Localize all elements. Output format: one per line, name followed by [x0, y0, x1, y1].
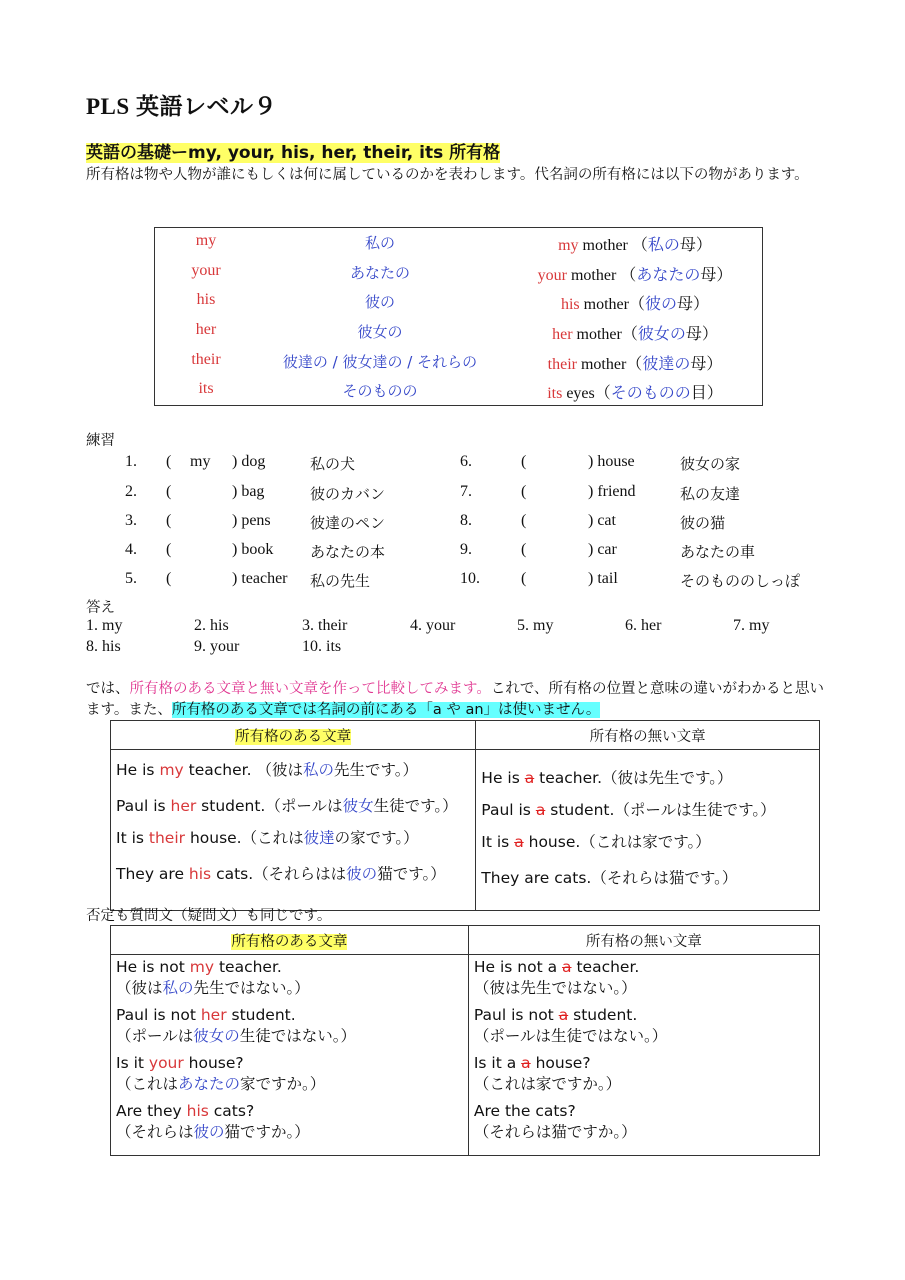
header-without-possessive: 所有格の無い文章: [476, 721, 820, 750]
sentence-part: He is not a: [473, 958, 563, 976]
sentence-part: student.: [226, 1006, 296, 1024]
sentence-part: 生徒です。）: [373, 797, 458, 815]
open-paren: (: [166, 570, 172, 587]
negation-note: 否定も質問文（疑問文）も同じです。: [86, 908, 332, 924]
example-jp: 彼達の: [642, 354, 691, 373]
answer-item: 3. their: [302, 617, 348, 634]
sentence-part: Paul is: [116, 797, 171, 815]
sentence-part: house.（これは家です。）: [523, 833, 711, 851]
possessive-example: [515, 351, 755, 374]
translation: [116, 1120, 463, 1142]
possessive-meaning: 彼達の / 彼女達の / それらの: [282, 353, 478, 371]
possessive-word: her: [200, 1006, 227, 1024]
comparison-intro: では、所有格のある文章と無い文章を作って比較してみます。これで、所有格の位置と意味の違いがわかると思います。また、所有格のある文章では名詞の前にある「a や an」は使いません。: [86, 681, 825, 718]
example-word: my: [558, 237, 579, 254]
possessive-word: my: [189, 958, 215, 976]
possessive-meaning: 私の: [364, 234, 395, 252]
section-heading: 英語の基礎ーmy, your, his, her, their, its 所有格: [86, 143, 501, 163]
example-sentence: [116, 794, 470, 816]
exercise-number: 3.: [125, 512, 137, 529]
sentence-part: teacher.（彼は先生です。）: [534, 769, 733, 787]
example-sentence: [116, 758, 470, 780]
example-noun: mother（: [576, 356, 643, 373]
example-sentence: [116, 1102, 463, 1120]
example-end: 母）: [677, 294, 710, 313]
possessive-word: their: [148, 829, 186, 847]
example-sentence: [474, 958, 814, 976]
sentence-part: （ポールは: [116, 1027, 194, 1045]
close-paren-noun: ) cat: [588, 512, 616, 529]
possessive-word: his: [186, 1102, 209, 1120]
possessive-pronoun: my: [195, 232, 217, 249]
possessive-row: [155, 232, 762, 262]
sentence-part: teacher.: [214, 958, 282, 976]
example-noun: mother（: [579, 296, 645, 313]
close-paren-noun: ) teacher: [232, 570, 288, 587]
sentence-part: Is it a: [473, 1054, 522, 1072]
example-noun: mother（: [572, 326, 638, 343]
sentence-part: He is: [481, 769, 525, 787]
example-sentence: [474, 1006, 814, 1024]
open-paren: (: [166, 541, 172, 558]
answer-item: 4. your: [410, 617, 456, 634]
close-paren-noun: ) car: [588, 541, 617, 558]
possessive-example: [515, 232, 755, 255]
example-end: 目）: [690, 383, 723, 402]
sentence-part: Are the cats?: [473, 1102, 576, 1120]
answer-label: 答え: [86, 600, 115, 616]
answer-item: 9. your: [194, 638, 240, 655]
sentence-part: They are cats.（それらは猫です。）: [481, 869, 738, 887]
possessive-jp: 彼女の: [193, 1027, 240, 1045]
sentence-part: Paul is not: [473, 1006, 559, 1024]
open-paren: (: [166, 512, 172, 529]
sentence-part: He is: [116, 761, 160, 779]
sentence-part: （彼は: [116, 979, 163, 997]
comparison-table: [110, 720, 820, 911]
possessive-jp: あなたの: [178, 1075, 241, 1093]
example-noun: eyes（: [562, 385, 611, 402]
possessive-example: [515, 380, 755, 403]
sentence-part: 先生ではない。）: [193, 979, 310, 997]
possessive-row: [155, 291, 762, 321]
close-paren-noun: ) friend: [588, 483, 636, 500]
translation: [116, 976, 463, 998]
example-sentence: [481, 866, 814, 888]
example-word: his: [560, 296, 580, 313]
example-word: your: [537, 267, 567, 284]
exercise-number: 10.: [460, 570, 480, 587]
example-word: its: [547, 385, 563, 402]
header-without-possessive: 所有格の無い文章: [468, 926, 819, 955]
sentence-part: cats.（それらはは: [211, 865, 347, 883]
intro-paragraph: 所有格は物や人物が誰にもしくは何に属しているのかを表わします。代名詞の所有格には以下の物があります。: [86, 167, 809, 183]
exercise-number: 6.: [460, 453, 472, 470]
example-sentence: [474, 1102, 814, 1120]
example-word: her: [552, 326, 573, 343]
exercise-jp: そのもののしっぽ: [680, 572, 801, 590]
header-with-possessive: 所有格のある文章: [111, 721, 476, 750]
exercise-jp: 彼女の家: [680, 455, 741, 473]
struck-article: a: [535, 801, 546, 819]
struck-article: a: [562, 958, 572, 976]
open-paren: (: [521, 512, 527, 529]
example-sentence: [481, 798, 814, 820]
answer-item: 5. my: [517, 617, 554, 634]
translation: （これは家ですか。）: [473, 1075, 622, 1093]
sentence-part: 猫ですか。）: [224, 1123, 310, 1141]
open-paren: (: [521, 453, 527, 470]
possessive-jp: 彼の: [346, 865, 378, 883]
sentence-part: 家ですか。）: [240, 1075, 326, 1093]
example-end: 母）: [690, 354, 723, 373]
sentence-part: It is: [116, 829, 149, 847]
open-paren: (: [521, 483, 527, 500]
sentence-part: （それらは: [116, 1123, 194, 1141]
possessive-jp: 彼の: [193, 1123, 225, 1141]
possessive-example: [515, 321, 755, 344]
possessive-word: your: [148, 1054, 184, 1072]
without-possessive-cell: [476, 750, 820, 911]
exercise-label: 練習: [86, 433, 115, 449]
sentence-part: student.（ポールは: [196, 797, 343, 815]
exercise-number: 5.: [125, 570, 137, 587]
sentence-part: teacher.: [571, 958, 640, 976]
sentence-part: の家です。）: [334, 829, 419, 847]
possessive-pronoun: your: [191, 262, 221, 279]
open-paren: (: [521, 541, 527, 558]
exercise-number: 9.: [460, 541, 472, 558]
struck-article: a: [514, 833, 524, 851]
close-paren-noun: ) book: [232, 541, 274, 558]
possessive-meaning: 彼の: [364, 293, 395, 311]
translation: （ポールは生徒ではない。）: [473, 1027, 668, 1045]
example-jp: 彼女の: [637, 324, 686, 343]
possessive-row: [155, 321, 762, 351]
sentence-part: cats?: [208, 1102, 255, 1120]
header-with-possessive: 所有格のある文章: [111, 926, 469, 955]
example-jp: あなたの: [636, 265, 701, 284]
struck-article: a: [524, 769, 535, 787]
open-paren: (: [166, 483, 172, 500]
exercise-jp: 彼達のペン: [310, 514, 386, 532]
exercise-jp: あなたの車: [680, 543, 756, 561]
example-sentence: [481, 830, 814, 852]
close-paren-noun: ) house: [588, 453, 635, 470]
example-word: their: [547, 356, 577, 373]
sentence-part: They are: [116, 865, 189, 883]
exercise-jp: 私の友達: [680, 485, 741, 503]
translation: [116, 1024, 463, 1046]
open-paren: (: [521, 570, 527, 587]
struck-article: a: [521, 1054, 531, 1072]
answer-item: 6. her: [625, 617, 662, 634]
example-sentence: [116, 1054, 463, 1072]
translation: （それらは猫ですか。）: [473, 1123, 637, 1141]
answer-item: 1. my: [86, 617, 123, 634]
example-sentence: [116, 826, 470, 848]
exercise-number: 4.: [125, 541, 137, 558]
translation: [116, 1072, 463, 1094]
example-jp: そのものの: [610, 383, 691, 402]
example-sentence: [116, 958, 463, 976]
sentence-part: teacher. （彼は: [183, 761, 303, 779]
sentence-part: （これは: [116, 1075, 179, 1093]
answer-fill: my: [190, 453, 211, 470]
possessive-pronoun: their: [191, 351, 221, 368]
possessive-row: [155, 351, 762, 381]
sentence-part: It is: [481, 833, 515, 851]
sentence-part: 先生です。）: [333, 761, 418, 779]
exercise-number: 1.: [125, 453, 137, 470]
possessive-meaning: あなたの: [349, 264, 410, 282]
example-jp: 彼の: [644, 294, 677, 313]
sentence-part: house?: [183, 1054, 244, 1072]
possessive-jp: 私の: [162, 979, 194, 997]
example-sentence: [116, 1006, 463, 1024]
sentence-part: student.: [568, 1006, 638, 1024]
example-sentence: [481, 766, 814, 788]
example-end: 母）: [685, 324, 718, 343]
exercise-jp: 彼の猫: [680, 514, 726, 532]
close-paren-noun: ) bag: [232, 483, 265, 500]
possessive-table: [154, 227, 763, 406]
sentence-part: house?: [530, 1054, 591, 1072]
example-end: 母）: [700, 265, 733, 284]
answer-item: 7. my: [733, 617, 770, 634]
sentence-part: Are they: [116, 1102, 187, 1120]
exercise-jp: あなたの本: [310, 543, 386, 561]
sentence-part: house.（これは: [185, 829, 304, 847]
translation: （彼は先生ではない。）: [473, 979, 637, 997]
sentence-part: Is it: [116, 1054, 149, 1072]
open-paren: (: [166, 453, 172, 470]
example-noun: mother （: [578, 237, 648, 254]
example-jp: 私の: [647, 235, 680, 254]
example-noun: mother （: [566, 267, 637, 284]
sentence-part: Paul is: [481, 801, 536, 819]
close-paren-noun: ) dog: [232, 453, 266, 470]
possessive-word: my: [159, 761, 184, 779]
possessive-meaning: そのものの: [342, 382, 418, 400]
possessive-row: [155, 380, 762, 410]
example-end: 母）: [679, 235, 712, 254]
possessive-pronoun: its: [198, 380, 214, 397]
possessive-example: [515, 262, 755, 285]
exercise-jp: 彼のカバン: [310, 485, 386, 503]
possessive-meaning: 彼女の: [357, 323, 403, 341]
close-paren-noun: ) tail: [588, 570, 618, 587]
exercise-number: 8.: [460, 512, 472, 529]
answer-item: 2. his: [194, 617, 229, 634]
with-possessive-cell: [111, 955, 469, 1156]
document-title: PLS 英語レベル９: [86, 94, 277, 120]
negation-question-table: [110, 925, 820, 1156]
sentence-part: student.（ポールは生徒です。）: [545, 801, 776, 819]
possessive-pronoun: her: [195, 321, 217, 338]
possessive-jp: 彼女: [342, 797, 374, 815]
possessive-pronoun: his: [196, 291, 216, 308]
exercise-jp: 私の犬: [310, 455, 356, 473]
exercise-jp: 私の先生: [310, 572, 371, 590]
sentence-part: He is not: [116, 958, 190, 976]
example-sentence: [474, 1054, 814, 1072]
exercise-number: 7.: [460, 483, 472, 500]
possessive-jp: 私の: [302, 761, 334, 779]
possessive-example: [515, 291, 755, 314]
possessive-row: [155, 262, 762, 292]
example-sentence: [116, 862, 470, 884]
possessive-jp: 彼達: [303, 829, 335, 847]
sentence-part: Paul is not: [116, 1006, 201, 1024]
sentence-part: 生徒ではない。）: [239, 1027, 356, 1045]
possessive-word: his: [188, 865, 212, 883]
answer-item: 10. its: [302, 638, 342, 655]
exercise-number: 2.: [125, 483, 137, 500]
without-possessive-cell: [468, 955, 819, 1156]
close-paren-noun: ) pens: [232, 512, 271, 529]
possessive-word: her: [170, 797, 197, 815]
with-possessive-cell: [111, 750, 476, 911]
sentence-part: 猫です。）: [377, 865, 446, 883]
struck-article: a: [558, 1006, 569, 1024]
answer-item: 8. his: [86, 638, 121, 655]
